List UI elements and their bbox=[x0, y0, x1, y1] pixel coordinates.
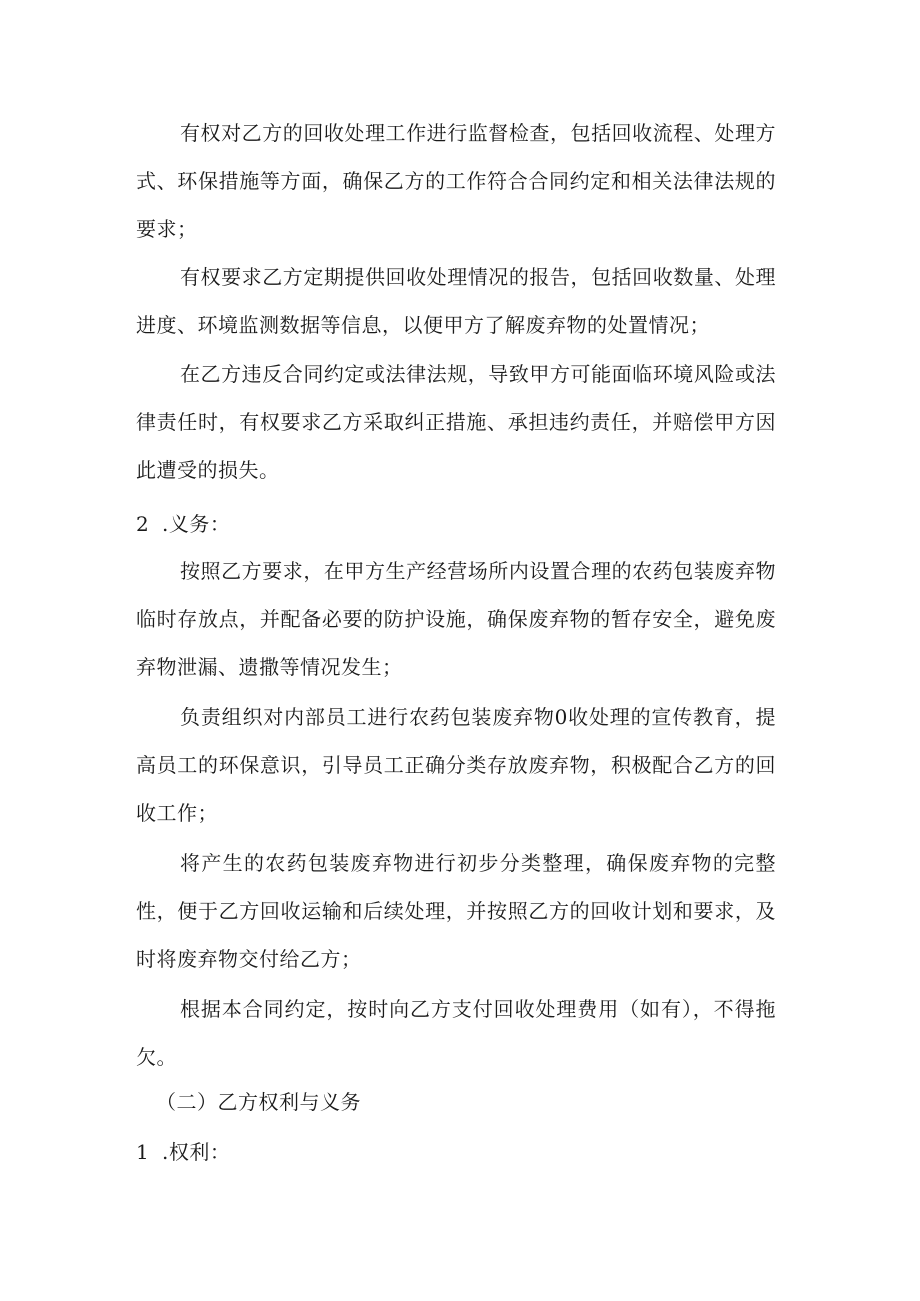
paragraph-sorting-obligation: 将产生的农药包装废弃物进行初步分类整理，确保废弃物的完整性，便于乙方回收运输和后续处理，并按照乙方的回收计划和要求，及时将废弃物交付给乙方； bbox=[136, 851, 776, 971]
section-heading: （二）乙方权利与义务 bbox=[156, 1090, 361, 1114]
obligations-heading-number: 2 bbox=[136, 512, 150, 536]
paragraph-storage-obligation: 按照乙方要求，在甲方生产经营场所内设置合理的农药包装废弃物临时存放点，并配备必要的防护设施，确保废弃物的暂存安全，避免废弃物泄漏、遗撒等情况发生； bbox=[136, 559, 776, 679]
paragraph-payment-obligation: 根据本合同约定，按时向乙方支付回收处理费用（如有），不得拖欠。 bbox=[136, 997, 776, 1069]
rights-heading-label: .权利： bbox=[162, 1140, 231, 1164]
paragraph-education-obligation: 负责组织对内部员工进行农药包装废弃物0收处理的宣传教育，提高员工的环保意识，引导员工正确分类存放废弃物，积极配合乙方的回收工作； bbox=[136, 705, 776, 825]
rights-heading bbox=[136, 1128, 230, 1176]
obligations-heading-label: .义务： bbox=[162, 512, 231, 536]
obligations-heading bbox=[136, 500, 230, 548]
paragraph-supervision-right: 有权对乙方的回收处理工作进行监督检查，包括回收流程、处理方式、环保措施等方面，确保乙方的工作符合合同约定和相关法律法规的要求； bbox=[136, 121, 776, 241]
paragraph-report-right: 有权要求乙方定期提供回收处理情况的报告，包括回收数量、处理进度、环境监测数据等信息，以便甲方了解废弃物的处置情况； bbox=[136, 265, 776, 337]
paragraph-breach-right: 在乙方违反合同约定或法律法规，导致甲方可能面临环境风险或法律责任时，有权要求乙方采取纠正措施、承担违约责任，并赔偿甲方因此遭受的损失。 bbox=[136, 362, 776, 482]
rights-heading-number: 1 bbox=[136, 1140, 150, 1164]
